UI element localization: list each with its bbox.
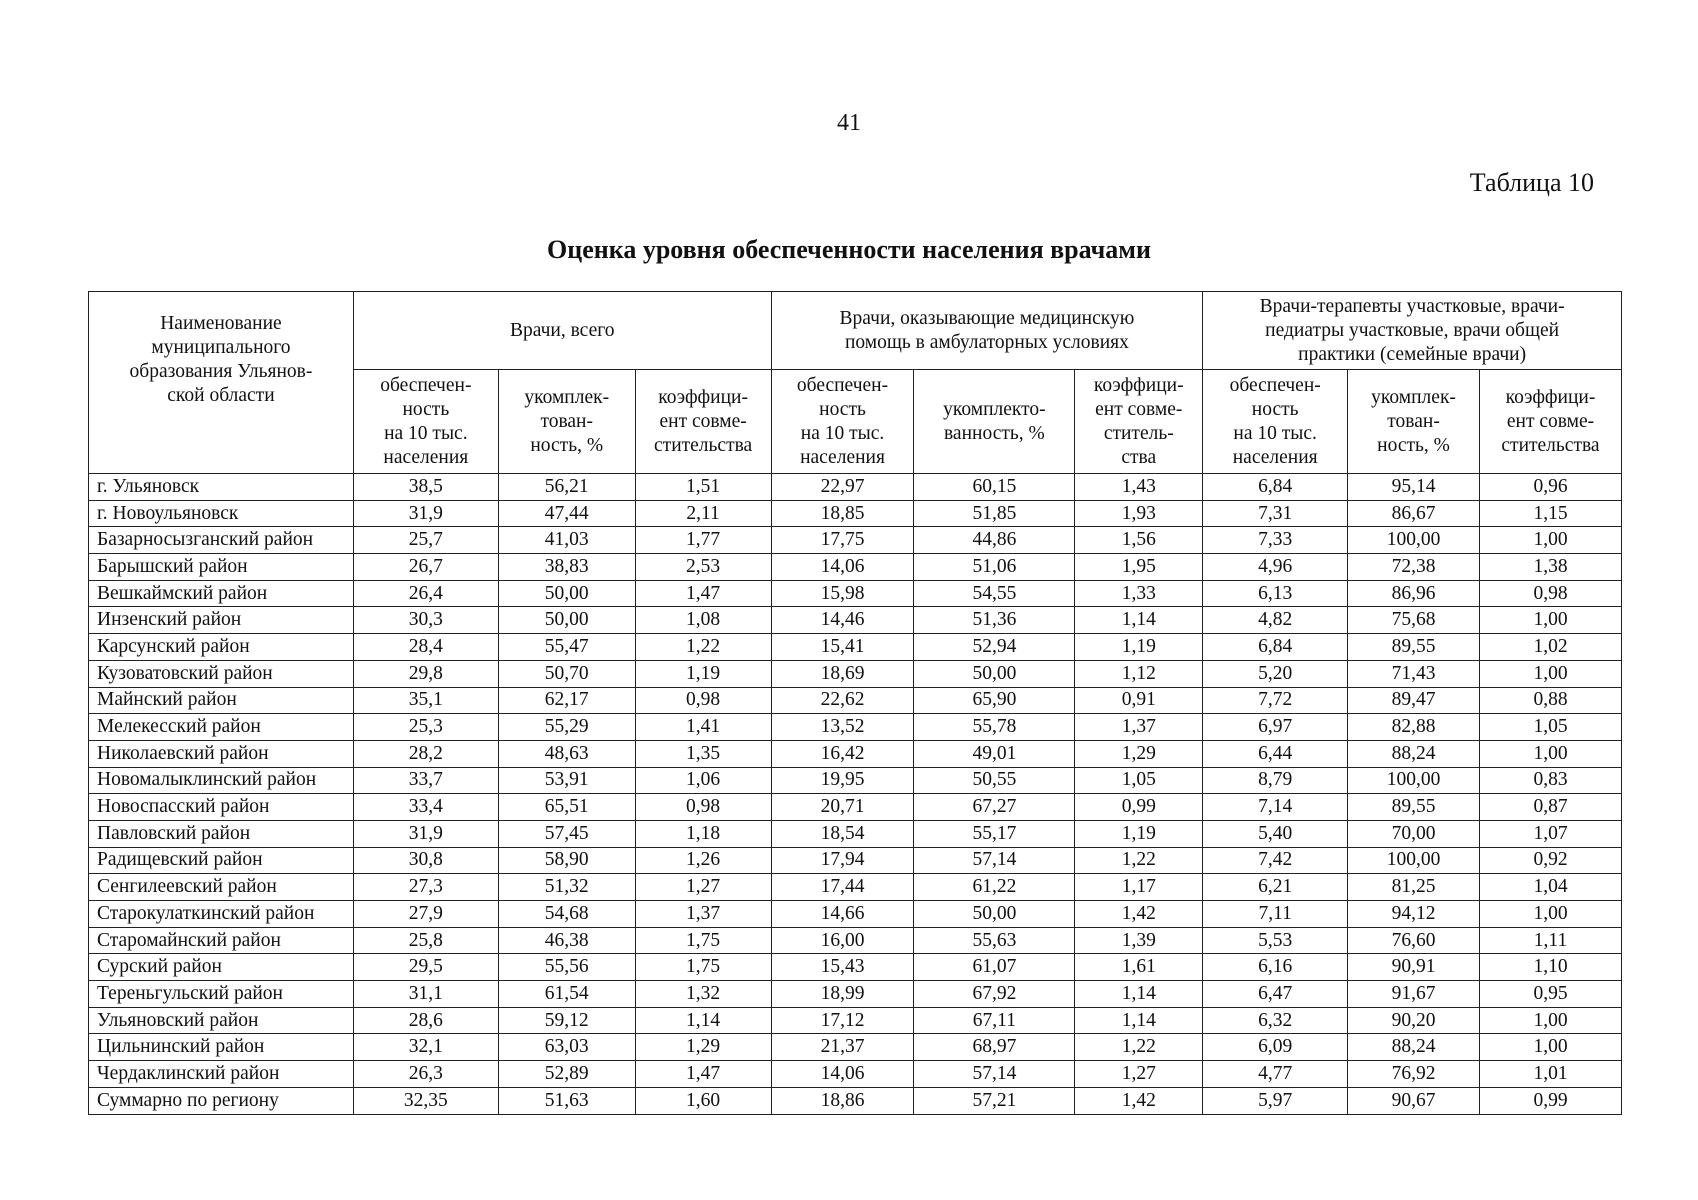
- municipality-name-cell: Сенгилеевский район: [89, 874, 354, 901]
- value-cell: 21,37: [771, 1034, 914, 1061]
- value-cell: 94,12: [1348, 901, 1480, 928]
- value-cell: 5,53: [1203, 927, 1348, 954]
- value-cell: 1,14: [1075, 1007, 1203, 1034]
- value-cell: 25,7: [353, 527, 498, 554]
- value-cell: 16,00: [771, 927, 914, 954]
- value-cell: 6,32: [1203, 1007, 1348, 1034]
- value-cell: 1,61: [1075, 954, 1203, 981]
- value-cell: 1,06: [635, 767, 771, 794]
- table-row: [89, 740, 1622, 767]
- value-cell: 17,94: [771, 847, 914, 874]
- municipality-name-cell: Сурский район: [89, 954, 354, 981]
- value-cell: 1,14: [1075, 607, 1203, 634]
- table-row: [89, 981, 1622, 1008]
- value-cell: 35,1: [353, 687, 498, 714]
- value-cell: 1,11: [1480, 927, 1622, 954]
- table-row: [89, 927, 1622, 954]
- value-cell: 41,03: [498, 527, 635, 554]
- value-cell: 5,97: [1203, 1087, 1348, 1114]
- table-row: [89, 1034, 1622, 1061]
- value-cell: 7,72: [1203, 687, 1348, 714]
- header-staffing: укомплек- тован- ность, %: [498, 370, 635, 474]
- table-row: [89, 714, 1622, 741]
- municipality-name-cell: Старомайнский район: [89, 927, 354, 954]
- value-cell: 18,86: [771, 1087, 914, 1114]
- value-cell: 56,21: [498, 474, 635, 501]
- municipality-name-cell: Суммарно по региону: [89, 1087, 354, 1114]
- header-combination-coefficient: коэффици- ент совме- стительства: [635, 370, 771, 474]
- value-cell: 58,90: [498, 847, 635, 874]
- value-cell: 55,56: [498, 954, 635, 981]
- value-cell: 1,37: [635, 901, 771, 928]
- table-row: [89, 1061, 1622, 1088]
- value-cell: 1,22: [1075, 1034, 1203, 1061]
- value-cell: 6,13: [1203, 580, 1348, 607]
- value-cell: 5,40: [1203, 820, 1348, 847]
- value-cell: 15,98: [771, 580, 914, 607]
- value-cell: 1,47: [635, 1061, 771, 1088]
- table-row: [89, 634, 1622, 661]
- value-cell: 32,1: [353, 1034, 498, 1061]
- page-number: 41: [837, 110, 861, 136]
- table-row: [89, 820, 1622, 847]
- table-row: [89, 794, 1622, 821]
- value-cell: 63,03: [498, 1034, 635, 1061]
- value-cell: 1,42: [1075, 901, 1203, 928]
- header-group-outpatient-doctors: Врачи, оказывающие медицинскую помощь в амбулаторных условиях: [771, 292, 1203, 370]
- value-cell: 7,31: [1203, 500, 1348, 527]
- municipality-name-cell: Радищевский район: [89, 847, 354, 874]
- municipality-name-cell: Кузоватовский район: [89, 660, 354, 687]
- value-cell: 15,43: [771, 954, 914, 981]
- value-cell: 1,05: [1075, 767, 1203, 794]
- value-cell: 29,8: [353, 660, 498, 687]
- value-cell: 17,12: [771, 1007, 914, 1034]
- value-cell: 6,16: [1203, 954, 1348, 981]
- value-cell: 100,00: [1348, 767, 1480, 794]
- value-cell: 0,92: [1480, 847, 1622, 874]
- value-cell: 18,99: [771, 981, 914, 1008]
- value-cell: 48,63: [498, 740, 635, 767]
- value-cell: 29,5: [353, 954, 498, 981]
- value-cell: 55,17: [914, 820, 1075, 847]
- header-combination-coefficient: коэффици- ент совме- ститель- ства: [1075, 370, 1203, 474]
- table-row: [89, 580, 1622, 607]
- municipality-name-cell: Николаевский район: [89, 740, 354, 767]
- value-cell: 51,32: [498, 874, 635, 901]
- value-cell: 1,51: [635, 474, 771, 501]
- value-cell: 76,60: [1348, 927, 1480, 954]
- value-cell: 2,53: [635, 554, 771, 581]
- header-group-all-doctors: Врачи, всего: [353, 292, 771, 370]
- value-cell: 60,15: [914, 474, 1075, 501]
- value-cell: 1,00: [1480, 1034, 1622, 1061]
- table-row: [89, 874, 1622, 901]
- value-cell: 28,6: [353, 1007, 498, 1034]
- value-cell: 30,3: [353, 607, 498, 634]
- value-cell: 61,07: [914, 954, 1075, 981]
- value-cell: 0,98: [635, 687, 771, 714]
- value-cell: 1,38: [1480, 554, 1622, 581]
- table-row: [89, 901, 1622, 928]
- value-cell: 55,78: [914, 714, 1075, 741]
- value-cell: 18,54: [771, 820, 914, 847]
- value-cell: 82,88: [1348, 714, 1480, 741]
- value-cell: 5,20: [1203, 660, 1348, 687]
- municipality-name-cell: Барышский район: [89, 554, 354, 581]
- value-cell: 1,19: [1075, 820, 1203, 847]
- value-cell: 31,1: [353, 981, 498, 1008]
- value-cell: 1,41: [635, 714, 771, 741]
- value-cell: 6,97: [1203, 714, 1348, 741]
- value-cell: 17,75: [771, 527, 914, 554]
- table-row: [89, 1087, 1622, 1114]
- value-cell: 6,21: [1203, 874, 1348, 901]
- municipality-name-cell: Базарносызганский район: [89, 527, 354, 554]
- value-cell: 1,00: [1480, 740, 1622, 767]
- value-cell: 91,67: [1348, 981, 1480, 1008]
- value-cell: 1,42: [1075, 1087, 1203, 1114]
- value-cell: 1,39: [1075, 927, 1203, 954]
- value-cell: 50,00: [914, 901, 1075, 928]
- value-cell: 51,63: [498, 1087, 635, 1114]
- municipality-name-cell: Тереньгульский район: [89, 981, 354, 1008]
- municipality-name-cell: Вешкаймский район: [89, 580, 354, 607]
- value-cell: 7,33: [1203, 527, 1348, 554]
- value-cell: 68,97: [914, 1034, 1075, 1061]
- value-cell: 52,89: [498, 1061, 635, 1088]
- value-cell: 1,29: [635, 1034, 771, 1061]
- value-cell: 14,06: [771, 1061, 914, 1088]
- value-cell: 1,00: [1480, 607, 1622, 634]
- value-cell: 7,14: [1203, 794, 1348, 821]
- table-row: [89, 474, 1622, 501]
- value-cell: 1,07: [1480, 820, 1622, 847]
- value-cell: 4,77: [1203, 1061, 1348, 1088]
- value-cell: 57,45: [498, 820, 635, 847]
- value-cell: 57,14: [914, 1061, 1075, 1088]
- value-cell: 1,19: [1075, 634, 1203, 661]
- municipality-name-cell: Старокулаткинский район: [89, 901, 354, 928]
- value-cell: 0,83: [1480, 767, 1622, 794]
- table-header: [89, 292, 1622, 474]
- value-cell: 61,54: [498, 981, 635, 1008]
- value-cell: 1,60: [635, 1087, 771, 1114]
- header-municipality-name: Наименование муниципального образования Ульянов- ской области: [89, 292, 354, 474]
- value-cell: 1,00: [1480, 527, 1622, 554]
- value-cell: 50,00: [498, 580, 635, 607]
- value-cell: 1,26: [635, 847, 771, 874]
- value-cell: 20,71: [771, 794, 914, 821]
- value-cell: 1,75: [635, 954, 771, 981]
- value-cell: 88,24: [1348, 1034, 1480, 1061]
- value-cell: 55,29: [498, 714, 635, 741]
- value-cell: 31,9: [353, 820, 498, 847]
- value-cell: 55,63: [914, 927, 1075, 954]
- value-cell: 0,88: [1480, 687, 1622, 714]
- value-cell: 4,82: [1203, 607, 1348, 634]
- value-cell: 22,97: [771, 474, 914, 501]
- value-cell: 26,4: [353, 580, 498, 607]
- value-cell: 17,44: [771, 874, 914, 901]
- value-cell: 8,79: [1203, 767, 1348, 794]
- value-cell: 67,27: [914, 794, 1075, 821]
- municipality-name-cell: Майнский район: [89, 687, 354, 714]
- value-cell: 1,00: [1480, 660, 1622, 687]
- value-cell: 90,67: [1348, 1087, 1480, 1114]
- value-cell: 1,05: [1480, 714, 1622, 741]
- value-cell: 4,96: [1203, 554, 1348, 581]
- value-cell: 0,98: [635, 794, 771, 821]
- header-staffing: укомплекто- ванность, %: [914, 370, 1075, 474]
- value-cell: 1,27: [635, 874, 771, 901]
- value-cell: 2,11: [635, 500, 771, 527]
- value-cell: 0,96: [1480, 474, 1622, 501]
- value-cell: 33,4: [353, 794, 498, 821]
- value-cell: 14,06: [771, 554, 914, 581]
- value-cell: 33,7: [353, 767, 498, 794]
- header-provision: обеспечен- ность на 10 тыс. населения: [1203, 370, 1348, 474]
- value-cell: 1,14: [1075, 981, 1203, 1008]
- value-cell: 59,12: [498, 1007, 635, 1034]
- value-cell: 49,01: [914, 740, 1075, 767]
- value-cell: 55,47: [498, 634, 635, 661]
- value-cell: 31,9: [353, 500, 498, 527]
- value-cell: 1,01: [1480, 1061, 1622, 1088]
- value-cell: 61,22: [914, 874, 1075, 901]
- document-title: Оценка уровня обеспеченности населения врачами: [547, 235, 1151, 264]
- value-cell: 70,00: [1348, 820, 1480, 847]
- value-cell: 27,3: [353, 874, 498, 901]
- value-cell: 65,51: [498, 794, 635, 821]
- header-provision: обеспечен- ность на 10 тыс. населения: [353, 370, 498, 474]
- value-cell: 95,14: [1348, 474, 1480, 501]
- value-cell: 1,32: [635, 981, 771, 1008]
- value-cell: 1,56: [1075, 527, 1203, 554]
- table-row: [89, 954, 1622, 981]
- value-cell: 67,11: [914, 1007, 1075, 1034]
- value-cell: 1,29: [1075, 740, 1203, 767]
- table-row: [89, 500, 1622, 527]
- value-cell: 1,10: [1480, 954, 1622, 981]
- value-cell: 1,04: [1480, 874, 1622, 901]
- value-cell: 6,84: [1203, 634, 1348, 661]
- value-cell: 1,43: [1075, 474, 1203, 501]
- value-cell: 1,12: [1075, 660, 1203, 687]
- municipality-name-cell: г. Ульяновск: [89, 474, 354, 501]
- value-cell: 14,66: [771, 901, 914, 928]
- municipality-name-cell: Павловский район: [89, 820, 354, 847]
- value-cell: 7,11: [1203, 901, 1348, 928]
- value-cell: 53,91: [498, 767, 635, 794]
- value-cell: 0,99: [1075, 794, 1203, 821]
- value-cell: 1,18: [635, 820, 771, 847]
- value-cell: 72,38: [1348, 554, 1480, 581]
- value-cell: 100,00: [1348, 847, 1480, 874]
- value-cell: 65,90: [914, 687, 1075, 714]
- municipality-name-cell: Цильнинский район: [89, 1034, 354, 1061]
- value-cell: 38,5: [353, 474, 498, 501]
- table-row: [89, 1007, 1622, 1034]
- value-cell: 1,00: [1480, 1007, 1622, 1034]
- table-row: [89, 607, 1622, 634]
- value-cell: 28,2: [353, 740, 498, 767]
- table-row: [89, 660, 1622, 687]
- value-cell: 76,92: [1348, 1061, 1480, 1088]
- municipality-name-cell: Чердаклинский район: [89, 1061, 354, 1088]
- table-row: [89, 554, 1622, 581]
- value-cell: 0,87: [1480, 794, 1622, 821]
- value-cell: 57,21: [914, 1087, 1075, 1114]
- value-cell: 1,22: [635, 634, 771, 661]
- value-cell: 1,19: [635, 660, 771, 687]
- value-cell: 44,86: [914, 527, 1075, 554]
- value-cell: 90,91: [1348, 954, 1480, 981]
- value-cell: 6,09: [1203, 1034, 1348, 1061]
- value-cell: 1,93: [1075, 500, 1203, 527]
- value-cell: 0,91: [1075, 687, 1203, 714]
- value-cell: 6,44: [1203, 740, 1348, 767]
- value-cell: 75,68: [1348, 607, 1480, 634]
- value-cell: 54,55: [914, 580, 1075, 607]
- value-cell: 38,83: [498, 554, 635, 581]
- value-cell: 50,00: [498, 607, 635, 634]
- value-cell: 15,41: [771, 634, 914, 661]
- value-cell: 1,08: [635, 607, 771, 634]
- value-cell: 1,17: [1075, 874, 1203, 901]
- municipality-name-cell: Мелекесский район: [89, 714, 354, 741]
- value-cell: 52,94: [914, 634, 1075, 661]
- table-label: Таблица 10: [1469, 168, 1594, 197]
- value-cell: 14,46: [771, 607, 914, 634]
- value-cell: 26,3: [353, 1061, 498, 1088]
- value-cell: 57,14: [914, 847, 1075, 874]
- table-row: [89, 527, 1622, 554]
- value-cell: 1,95: [1075, 554, 1203, 581]
- value-cell: 89,55: [1348, 634, 1480, 661]
- value-cell: 1,77: [635, 527, 771, 554]
- value-cell: 50,55: [914, 767, 1075, 794]
- value-cell: 0,95: [1480, 981, 1622, 1008]
- value-cell: 62,17: [498, 687, 635, 714]
- value-cell: 89,55: [1348, 794, 1480, 821]
- value-cell: 50,70: [498, 660, 635, 687]
- municipality-name-cell: Карсунский район: [89, 634, 354, 661]
- value-cell: 89,47: [1348, 687, 1480, 714]
- value-cell: 27,9: [353, 901, 498, 928]
- value-cell: 25,8: [353, 927, 498, 954]
- value-cell: 22,62: [771, 687, 914, 714]
- value-cell: 32,35: [353, 1087, 498, 1114]
- municipality-name-cell: Ульяновский район: [89, 1007, 354, 1034]
- value-cell: 1,37: [1075, 714, 1203, 741]
- value-cell: 1,47: [635, 580, 771, 607]
- header-combination-coefficient: коэффици- ент совме- стительства: [1480, 370, 1622, 474]
- value-cell: 46,38: [498, 927, 635, 954]
- value-cell: 19,95: [771, 767, 914, 794]
- value-cell: 1,00: [1480, 901, 1622, 928]
- value-cell: 47,44: [498, 500, 635, 527]
- value-cell: 0,99: [1480, 1087, 1622, 1114]
- value-cell: 25,3: [353, 714, 498, 741]
- table-row: [89, 767, 1622, 794]
- municipality-name-cell: Новомалыклинский район: [89, 767, 354, 794]
- value-cell: 86,96: [1348, 580, 1480, 607]
- value-cell: 1,22: [1075, 847, 1203, 874]
- municipality-name-cell: г. Новоульяновск: [89, 500, 354, 527]
- value-cell: 100,00: [1348, 527, 1480, 554]
- value-cell: 86,67: [1348, 500, 1480, 527]
- value-cell: 88,24: [1348, 740, 1480, 767]
- value-cell: 18,69: [771, 660, 914, 687]
- value-cell: 71,43: [1348, 660, 1480, 687]
- value-cell: 67,92: [914, 981, 1075, 1008]
- header-group-district-doctors: Врачи-терапевты участковые, врачи- педиатры участковые, врачи общей практики (семейные врачи): [1203, 292, 1622, 370]
- value-cell: 6,47: [1203, 981, 1348, 1008]
- value-cell: 1,02: [1480, 634, 1622, 661]
- value-cell: 1,35: [635, 740, 771, 767]
- value-cell: 51,06: [914, 554, 1075, 581]
- value-cell: 51,36: [914, 607, 1075, 634]
- value-cell: 28,4: [353, 634, 498, 661]
- header-provision: обеспечен- ность на 10 тыс. населения: [771, 370, 914, 474]
- table-body: [89, 474, 1622, 1115]
- value-cell: 1,15: [1480, 500, 1622, 527]
- municipality-name-cell: Новоспасский район: [89, 794, 354, 821]
- value-cell: 30,8: [353, 847, 498, 874]
- value-cell: 51,85: [914, 500, 1075, 527]
- value-cell: 50,00: [914, 660, 1075, 687]
- value-cell: 0,98: [1480, 580, 1622, 607]
- value-cell: 13,52: [771, 714, 914, 741]
- value-cell: 81,25: [1348, 874, 1480, 901]
- value-cell: 1,14: [635, 1007, 771, 1034]
- value-cell: 26,7: [353, 554, 498, 581]
- table-row: [89, 847, 1622, 874]
- value-cell: 16,42: [771, 740, 914, 767]
- value-cell: 90,20: [1348, 1007, 1480, 1034]
- value-cell: 7,42: [1203, 847, 1348, 874]
- value-cell: 6,84: [1203, 474, 1348, 501]
- header-staffing: укомплек- тован- ность, %: [1348, 370, 1480, 474]
- value-cell: 18,85: [771, 500, 914, 527]
- value-cell: 1,75: [635, 927, 771, 954]
- table-row: [89, 687, 1622, 714]
- value-cell: 54,68: [498, 901, 635, 928]
- value-cell: 1,27: [1075, 1061, 1203, 1088]
- doctor-provision-table: [88, 291, 1622, 1115]
- municipality-name-cell: Инзенский район: [89, 607, 354, 634]
- value-cell: 1,33: [1075, 580, 1203, 607]
